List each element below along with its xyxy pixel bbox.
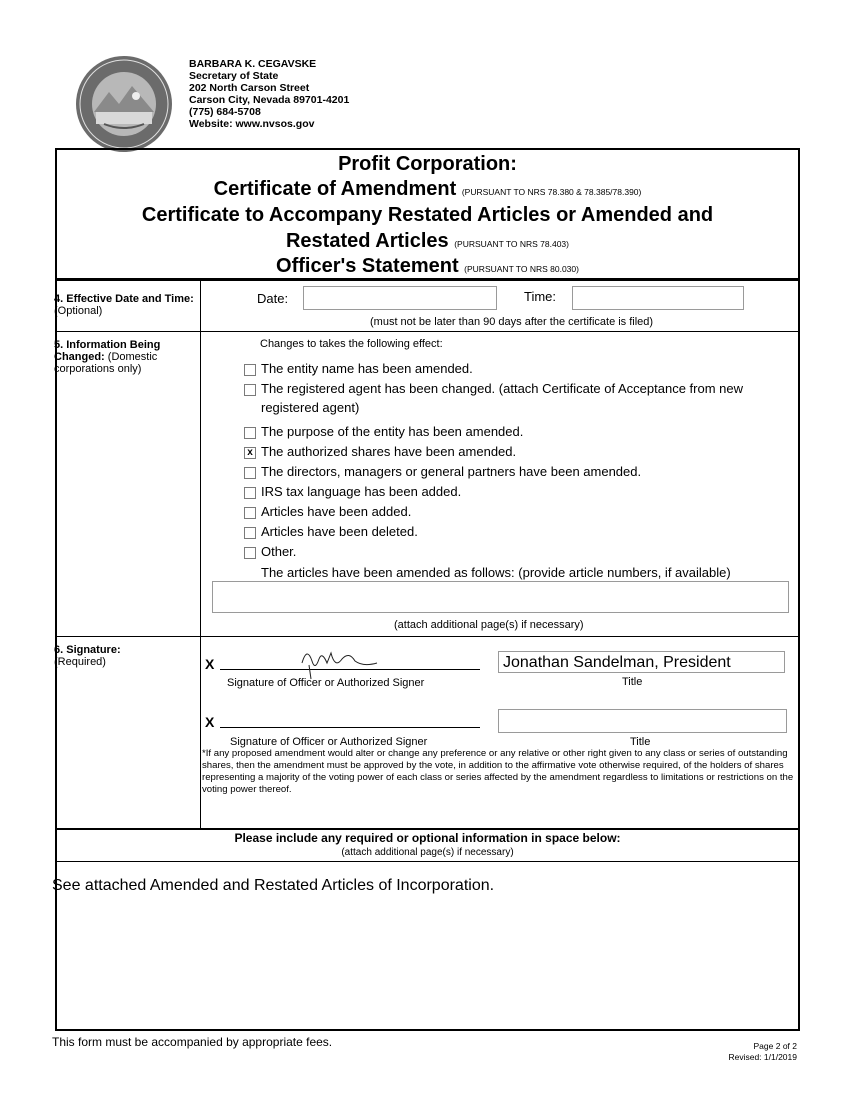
checkbox-registered-agent[interactable] (244, 384, 256, 396)
signature-label-2: Signature of Officer or Authorized Signer (230, 736, 428, 748)
street-address: 202 North Carson Street (189, 82, 310, 94)
option-articles-added: Articles have been added. (261, 504, 412, 519)
time-field[interactable] (572, 286, 744, 310)
city-address: Carson City, Nevada 89701-4201 (189, 94, 350, 106)
title-line2: Certificate of Amendment (PURSUANT TO NRS 78.380 & 78.385/78.390) (213, 178, 642, 200)
extra-info-heading: Please include any required or optional information in space below: (234, 831, 621, 845)
option-authorized-shares: The authorized shares have been amended. (261, 444, 517, 459)
option-other: Other. (261, 544, 297, 559)
option-articles-deleted: Articles have been deleted. (261, 524, 418, 539)
title-line4: Restated Articles (PURSUANT TO NRS 78.403) (285, 230, 569, 252)
option-purpose: The purpose of the entity has been amended. (261, 424, 524, 439)
time-label: Time: (524, 289, 557, 304)
changes-intro: Changes to takes the following effect: (260, 338, 443, 350)
nevada-state-seal (74, 54, 174, 154)
option-irs-tax: IRS tax language has been added. (261, 484, 462, 499)
website: Website: www.nvsos.gov (189, 118, 315, 130)
checkbox-purpose[interactable] (244, 427, 256, 439)
title-field-1[interactable]: Jonathan Sandelman, President (498, 651, 785, 673)
extra-info-body: See attached Amended and Restated Articles of Incorporation. (52, 877, 495, 894)
title-line5: Officer's Statement (PURSUANT TO NRS 80.030) (276, 255, 579, 277)
option-entity-name: The entity name has been amended. (261, 361, 473, 376)
title-label-2: Title (630, 736, 651, 748)
title-line1: Profit Corporation: (338, 153, 517, 175)
extra-info-subheading: (attach additional page(s) if necessary) (341, 847, 514, 858)
checkbox-directors[interactable] (244, 467, 256, 479)
articles-amended-field[interactable] (212, 581, 789, 613)
date-label: Date: (257, 291, 289, 306)
title-line3: Certificate to Accompany Restated Articles or Amended and (141, 204, 714, 226)
checkbox-irs-tax[interactable] (244, 487, 256, 499)
date-field[interactable] (303, 286, 497, 310)
option-directors: The directors, managers or general partners have been amended. (261, 464, 642, 479)
amendment-footnote: *If any proposed amendment would alter or change any preference or any relative or other right given to any class or series of outstanding shares, then the amendment must be approved by the vote, in addition to the affirmative vote otherwise required, of the holders of shares representing a majority of the voting power of each class or series affected by the amendment regardless to limitations or restrictions on the voting power thereof. (202, 748, 794, 795)
official-office: Secretary of State (189, 70, 279, 82)
x-mark-1: X (205, 656, 215, 672)
title-field-2[interactable] (498, 709, 787, 733)
form-title-box (55, 148, 800, 278)
checkbox-articles-deleted[interactable] (244, 527, 256, 539)
section6-label: 6. Signature: (Required) (54, 644, 121, 668)
page-number: Page 2 of 2 (753, 1041, 797, 1051)
date-note: (must not be later than 90 days after the certificate is filed) (370, 316, 654, 328)
option-registered-agent-cont: registered agent) (261, 400, 360, 415)
option-registered-agent: The registered agent has been changed. (attach Certificate of Acceptance from new (261, 381, 744, 396)
x-mark-2: X (205, 714, 215, 730)
checkbox-authorized-shares[interactable]: x (244, 447, 256, 459)
form-body (52, 278, 800, 1031)
title-label-1: Title (622, 676, 643, 688)
checkbox-other[interactable] (244, 547, 256, 559)
section4-label: 4. Effective Date and Time: (Optional) (54, 293, 194, 317)
section5-label: 5. Information Being Changed: (Domestic corporations only) (54, 339, 161, 375)
official-name: BARBARA K. CEGAVSKE (189, 58, 317, 70)
phone-number: (775) 684-5708 (189, 106, 261, 118)
articles-amended-label: The articles have been amended as follows: (provide article numbers, if available) (261, 565, 731, 580)
signature-label-1: Signature of Officer or Authorized Signer (227, 677, 425, 689)
attach-note: (attach additional page(s) if necessary) (394, 619, 584, 631)
fees-note: This form must be accompanied by appropriate fees. (52, 1035, 333, 1049)
checkbox-entity-name[interactable] (244, 364, 256, 376)
revision-date: Revised: 1/1/2019 (728, 1052, 797, 1062)
checkbox-articles-added[interactable] (244, 507, 256, 519)
